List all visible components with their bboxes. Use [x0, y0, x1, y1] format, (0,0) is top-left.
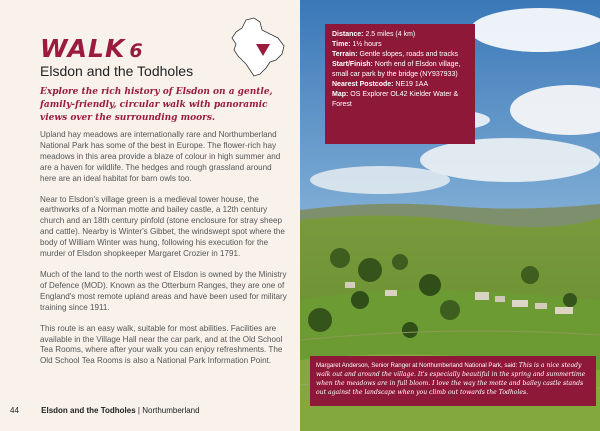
- footer-title: Elsdon and the Todholes: [41, 406, 136, 415]
- intro-text: Explore the rich history of Elsdon on a gentle, family-friendly, circular walk with panoramic views over the surrounding moors.: [40, 87, 273, 123]
- map-value: OS Explorer OL42 Kielder Water & Forest: [332, 91, 459, 108]
- time-value: 1½ hours: [352, 41, 382, 48]
- postcode-value: NE19 1AA: [395, 81, 429, 88]
- map-row: [332, 90, 468, 110]
- walk-title: [40, 34, 144, 63]
- distance-row: [332, 30, 468, 40]
- time-row: [332, 40, 468, 50]
- footer-separator: |: [137, 406, 140, 415]
- postcode-row: [332, 80, 468, 90]
- terrain-label: Terrain:: [332, 51, 358, 58]
- body-paragraph: Upland hay meadows are internationally rare and Northumberland National Park has some of the best in Europe. The flower-rich hay meadows in this area provide a blaze of colour in high summer and are a haven for wildlife. The hedges and rough grassland around here are an ideal habitat for barn owls too.: [40, 130, 281, 183]
- start-row: [332, 60, 468, 80]
- quote-text: This is a nice steady walk out and around the village. It's especially beautiful in the spring and summertime when the meadows are in full bloom. I love the way the motte and bailey castle stands out against the landscape when you climb out towards the Todholes.: [316, 362, 586, 396]
- walk-number: 6: [129, 40, 144, 62]
- walk-word: WALK: [40, 34, 126, 63]
- distance-value: 2.5 miles (4 km): [365, 31, 416, 38]
- walk-subtitle: Elsdon and the Todholes: [40, 63, 194, 79]
- start-value: North end of Elsdon village, small car park by the bridge (NY937933): [332, 61, 461, 78]
- body-paragraph: This route is an easy walk, suitable for most abilities. Facilities are available in the Village Hall near the car park, and at the Old School Tea Rooms, where after your walk you can enjoy refreshments. The Old School Tea Rooms is also a National Park Information Point.: [40, 323, 283, 366]
- terrain-value: Gentle slopes, roads and tracks: [359, 51, 458, 58]
- page-footer: [10, 406, 200, 415]
- quote-intro: Margaret Anderson, Senior Ranger at Northumberland National Park, said:: [316, 362, 518, 369]
- body-paragraph: Near to Elsdon's village green is a medieval tower house, the earthworks of a Norman motte and bailey castle, a 12th century church and an 18th century pinfold (stone enclosure for stray sheep and cattle). Nearby is Winter's Gibbet, the windswept spot where the body of William Winter was hung, following his execution for the murder of Elsdon shopkeeper Margaret Crozier in 1791.: [40, 194, 285, 259]
- page-number: 44: [10, 406, 19, 415]
- terrain-row: [332, 50, 468, 60]
- right-page: [300, 0, 600, 431]
- body-text: [40, 130, 290, 377]
- map-label: Map:: [332, 91, 349, 98]
- start-label: Start/Finish:: [332, 61, 373, 68]
- distance-label: Distance:: [332, 31, 364, 38]
- body-paragraph: Much of the land to the north west of Elsdon is owned by the Ministry of Defence (MOD). Known as the Otterburn Ranges, they are one of England's most remote upland areas and have been used for military training since 1911.: [40, 269, 287, 312]
- location-map-icon: [226, 16, 288, 78]
- footer-region: Northumberland: [142, 406, 200, 415]
- time-label: Time:: [332, 41, 351, 48]
- ranger-quote-box: [310, 356, 596, 406]
- postcode-label: Nearest Postcode:: [332, 81, 394, 88]
- route-info-box: [325, 24, 475, 144]
